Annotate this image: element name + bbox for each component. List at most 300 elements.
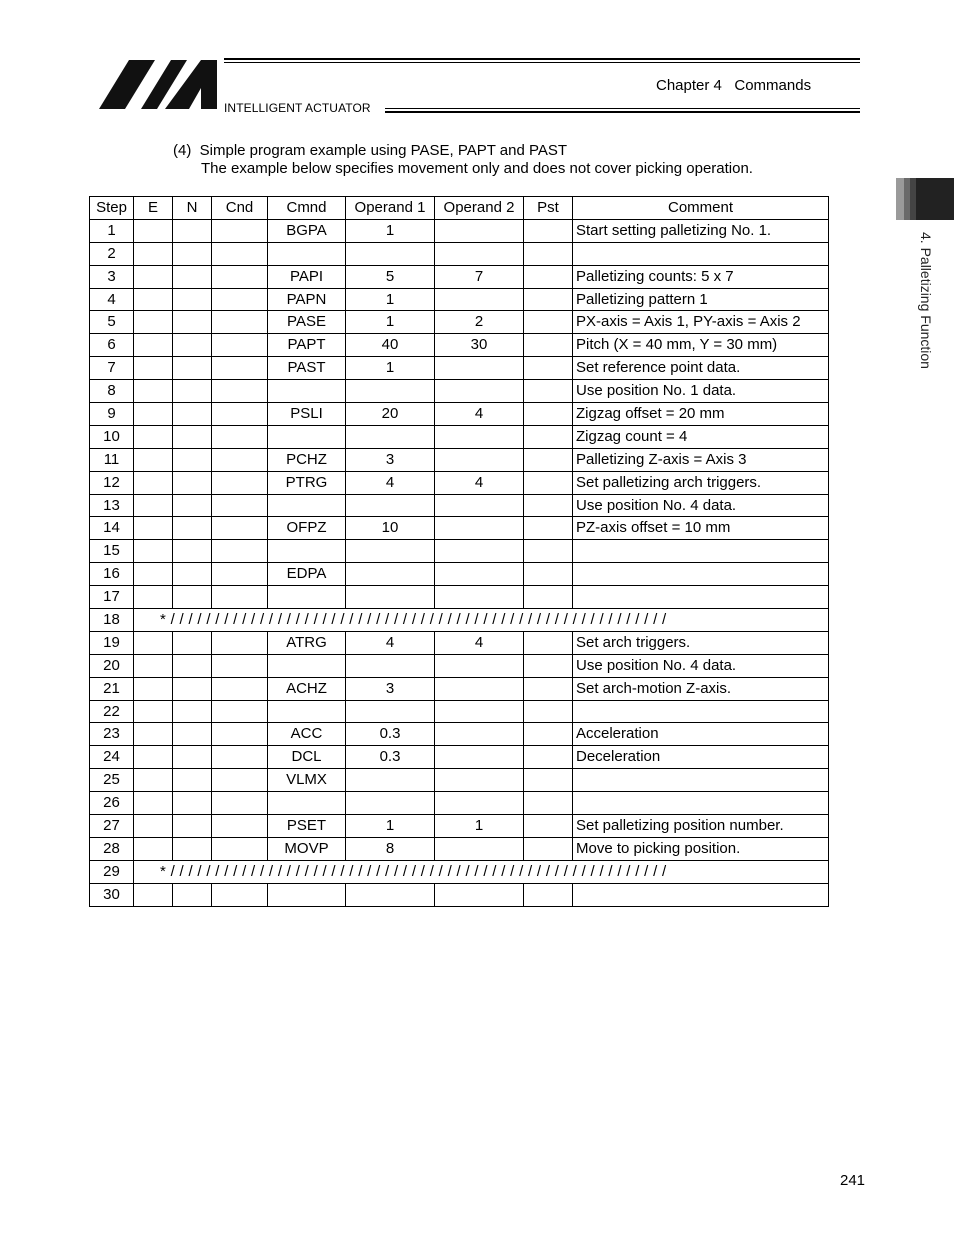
- cell-cmnd: PSLI: [268, 403, 346, 426]
- cell-operand2: [435, 425, 524, 448]
- cell-n: [173, 631, 212, 654]
- cell-cnd: [212, 883, 268, 906]
- cell-operand1: 4: [346, 631, 435, 654]
- cell-n: [173, 242, 212, 265]
- cell-step: 25: [90, 769, 134, 792]
- cell-operand2: 1: [435, 815, 524, 838]
- cell-comment: [573, 883, 829, 906]
- cell-step: 12: [90, 471, 134, 494]
- cell-cmnd: MOVP: [268, 837, 346, 860]
- cell-operand1: 1: [346, 815, 435, 838]
- cell-cmnd: PAPI: [268, 265, 346, 288]
- cell-operand2: [435, 837, 524, 860]
- cell-cnd: [212, 242, 268, 265]
- table-header-row: [90, 197, 829, 220]
- cell-operand2: [435, 654, 524, 677]
- cell-operand1: [346, 540, 435, 563]
- table-row: [90, 815, 829, 838]
- table-row: [90, 448, 829, 471]
- cell-pst: [524, 517, 573, 540]
- cell-e: [134, 815, 173, 838]
- cell-step: 6: [90, 334, 134, 357]
- cell-cnd: [212, 746, 268, 769]
- cell-e: [134, 631, 173, 654]
- cell-e: [134, 380, 173, 403]
- cell-comment: Move to picking position.: [573, 837, 829, 860]
- cell-cnd: [212, 471, 268, 494]
- cell-operand1: 40: [346, 334, 435, 357]
- header-rule: [385, 108, 860, 109]
- cell-step: 30: [90, 883, 134, 906]
- cell-step: 20: [90, 654, 134, 677]
- cell-cmnd: [268, 883, 346, 906]
- cell-operand1: 1: [346, 219, 435, 242]
- cell-operand2: [435, 586, 524, 609]
- cell-n: [173, 837, 212, 860]
- cell-n: [173, 677, 212, 700]
- cell-n: [173, 883, 212, 906]
- cell-operand1: [346, 700, 435, 723]
- cell-cmnd: ATRG: [268, 631, 346, 654]
- table-row: [90, 792, 829, 815]
- cell-e: [134, 265, 173, 288]
- program-table: [89, 196, 829, 907]
- cell-cmnd: VLMX: [268, 769, 346, 792]
- cell-comment: Set reference point data.: [573, 357, 829, 380]
- cell-step: 5: [90, 311, 134, 334]
- cell-n: [173, 403, 212, 426]
- cell-n: [173, 380, 212, 403]
- header-rule: [385, 111, 860, 113]
- cell-operand1: [346, 494, 435, 517]
- table-row: [90, 723, 829, 746]
- cell-step: 2: [90, 242, 134, 265]
- cell-cnd: [212, 677, 268, 700]
- cell-pst: [524, 837, 573, 860]
- cell-comment-line: * / / / / / / / / / / / / / / / / / / / / / / / / / / / / / / / / / / / / / / / / / / / / / / / / / / / / / / / /: [134, 609, 829, 632]
- cell-operand1: [346, 586, 435, 609]
- cell-cnd: [212, 792, 268, 815]
- cell-e: [134, 517, 173, 540]
- section-label: 4. Palletizing Function: [918, 232, 934, 369]
- cell-cmnd: OFPZ: [268, 517, 346, 540]
- cell-comment: [573, 563, 829, 586]
- cell-cmnd: [268, 380, 346, 403]
- cell-step: 21: [90, 677, 134, 700]
- table-row: [90, 288, 829, 311]
- cell-step: 11: [90, 448, 134, 471]
- cell-step: 18: [90, 609, 134, 632]
- cell-e: [134, 883, 173, 906]
- table-row: [90, 586, 829, 609]
- cell-cnd: [212, 517, 268, 540]
- cell-cnd: [212, 311, 268, 334]
- cell-step: 29: [90, 860, 134, 883]
- cell-operand1: [346, 883, 435, 906]
- cell-comment: Use position No. 4 data.: [573, 654, 829, 677]
- cell-pst: [524, 425, 573, 448]
- cell-pst: [524, 723, 573, 746]
- cell-e: [134, 540, 173, 563]
- cell-n: [173, 586, 212, 609]
- cell-e: [134, 586, 173, 609]
- cell-operand2: [435, 792, 524, 815]
- cell-operand2: [435, 242, 524, 265]
- cell-n: [173, 815, 212, 838]
- table-row: [90, 357, 829, 380]
- cell-n: [173, 471, 212, 494]
- cell-step: 27: [90, 815, 134, 838]
- cell-cmnd: [268, 792, 346, 815]
- cell-n: [173, 494, 212, 517]
- cell-step: 23: [90, 723, 134, 746]
- table-row: [90, 609, 829, 632]
- cell-cmnd: PTRG: [268, 471, 346, 494]
- cell-e: [134, 654, 173, 677]
- example-description: The example below specifies movement only and does not cover picking operation.: [201, 160, 753, 177]
- table-row: [90, 517, 829, 540]
- cell-e: [134, 425, 173, 448]
- cell-cmnd: [268, 586, 346, 609]
- cell-cmnd: [268, 700, 346, 723]
- cell-operand2: [435, 883, 524, 906]
- cell-n: [173, 654, 212, 677]
- cell-operand1: 4: [346, 471, 435, 494]
- cell-operand2: [435, 723, 524, 746]
- cell-cnd: [212, 723, 268, 746]
- cell-pst: [524, 563, 573, 586]
- cell-cnd: [212, 448, 268, 471]
- cell-operand2: [435, 746, 524, 769]
- cell-cmnd: PCHZ: [268, 448, 346, 471]
- cell-cnd: [212, 288, 268, 311]
- cell-cnd: [212, 837, 268, 860]
- header-operand1: Operand 1: [346, 197, 435, 220]
- cell-step: 8: [90, 380, 134, 403]
- cell-operand2: 2: [435, 311, 524, 334]
- cell-operand1: [346, 792, 435, 815]
- cell-cmnd: ACHZ: [268, 677, 346, 700]
- cell-pst: [524, 311, 573, 334]
- table-row: [90, 654, 829, 677]
- cell-e: [134, 723, 173, 746]
- page-number: 241: [840, 1172, 866, 1189]
- header-cnd: Cnd: [212, 197, 268, 220]
- cell-n: [173, 540, 212, 563]
- cell-step: 24: [90, 746, 134, 769]
- header-e: E: [134, 197, 173, 220]
- table-row: [90, 494, 829, 517]
- cell-operand2: [435, 677, 524, 700]
- cell-pst: [524, 403, 573, 426]
- cell-pst: [524, 357, 573, 380]
- table-row: [90, 677, 829, 700]
- cell-cnd: [212, 265, 268, 288]
- table-row: [90, 746, 829, 769]
- cell-cnd: [212, 563, 268, 586]
- cell-operand1: 5: [346, 265, 435, 288]
- cell-e: [134, 448, 173, 471]
- cell-n: [173, 288, 212, 311]
- cell-pst: [524, 380, 573, 403]
- cell-pst: [524, 746, 573, 769]
- cell-operand2: [435, 563, 524, 586]
- cell-step: 15: [90, 540, 134, 563]
- cell-e: [134, 288, 173, 311]
- cell-n: [173, 265, 212, 288]
- cell-pst: [524, 631, 573, 654]
- cell-e: [134, 471, 173, 494]
- table-row: [90, 837, 829, 860]
- cell-pst: [524, 219, 573, 242]
- cell-n: [173, 700, 212, 723]
- cell-e: [134, 219, 173, 242]
- cell-cnd: [212, 334, 268, 357]
- cell-cnd: [212, 219, 268, 242]
- cell-cmnd: ACC: [268, 723, 346, 746]
- cell-operand2: 4: [435, 631, 524, 654]
- cell-comment: Zigzag offset = 20 mm: [573, 403, 829, 426]
- cell-comment: [573, 769, 829, 792]
- cell-operand2: 7: [435, 265, 524, 288]
- cell-n: [173, 334, 212, 357]
- table-row: [90, 883, 829, 906]
- cell-operand2: [435, 288, 524, 311]
- table-row: [90, 769, 829, 792]
- cell-step: 9: [90, 403, 134, 426]
- cell-step: 10: [90, 425, 134, 448]
- cell-pst: [524, 334, 573, 357]
- cell-operand1: [346, 380, 435, 403]
- cell-operand1: 8: [346, 837, 435, 860]
- cell-step: 22: [90, 700, 134, 723]
- table-row: [90, 380, 829, 403]
- cell-cmnd: [268, 654, 346, 677]
- cell-pst: [524, 654, 573, 677]
- cell-n: [173, 425, 212, 448]
- cell-operand1: 1: [346, 311, 435, 334]
- cell-cnd: [212, 403, 268, 426]
- cell-e: [134, 242, 173, 265]
- cell-operand2: 30: [435, 334, 524, 357]
- cell-operand2: [435, 700, 524, 723]
- cell-pst: [524, 815, 573, 838]
- header-operand2: Operand 2: [435, 197, 524, 220]
- cell-n: [173, 746, 212, 769]
- cell-pst: [524, 677, 573, 700]
- cell-e: [134, 494, 173, 517]
- cell-cnd: [212, 769, 268, 792]
- cell-step: 26: [90, 792, 134, 815]
- cell-cnd: [212, 586, 268, 609]
- chapter-title: Chapter 4 Commands: [656, 77, 812, 94]
- iai-logo: [97, 58, 221, 112]
- table-row: [90, 471, 829, 494]
- cell-step: 28: [90, 837, 134, 860]
- cell-e: [134, 700, 173, 723]
- cell-cmnd: PASE: [268, 311, 346, 334]
- cell-pst: [524, 242, 573, 265]
- cell-comment-line: * / / / / / / / / / / / / / / / / / / / / / / / / / / / / / / / / / / / / / / / / / / / / / / / / / / / / / / / /: [134, 860, 829, 883]
- cell-pst: [524, 471, 573, 494]
- cell-operand1: [346, 654, 435, 677]
- cell-e: [134, 746, 173, 769]
- cell-operand1: 1: [346, 288, 435, 311]
- cell-comment: Set palletizing arch triggers.: [573, 471, 829, 494]
- cell-comment: PX-axis = Axis 1, PY-axis = Axis 2: [573, 311, 829, 334]
- cell-comment: Zigzag count = 4: [573, 425, 829, 448]
- cell-n: [173, 517, 212, 540]
- header-cmnd: Cmnd: [268, 197, 346, 220]
- cell-step: 13: [90, 494, 134, 517]
- cell-comment: Palletizing counts: 5 x 7: [573, 265, 829, 288]
- cell-cnd: [212, 494, 268, 517]
- cell-comment: Pitch (X = 40 mm, Y = 30 mm): [573, 334, 829, 357]
- example-heading: (4) Simple program example using PASE, PAPT and PAST: [173, 142, 568, 159]
- cell-comment: [573, 586, 829, 609]
- cell-operand2: [435, 357, 524, 380]
- cell-pst: [524, 265, 573, 288]
- cell-operand1: 0.3: [346, 746, 435, 769]
- cell-cmnd: [268, 425, 346, 448]
- cell-operand2: 4: [435, 471, 524, 494]
- cell-step: 16: [90, 563, 134, 586]
- cell-operand1: [346, 563, 435, 586]
- cell-comment: [573, 242, 829, 265]
- header-step: Step: [90, 197, 134, 220]
- header-pst: Pst: [524, 197, 573, 220]
- cell-operand2: [435, 494, 524, 517]
- table-row: [90, 700, 829, 723]
- cell-pst: [524, 792, 573, 815]
- table-row: [90, 265, 829, 288]
- cell-step: 19: [90, 631, 134, 654]
- cell-pst: [524, 769, 573, 792]
- cell-comment: Set arch triggers.: [573, 631, 829, 654]
- cell-operand2: [435, 448, 524, 471]
- cell-comment: Set arch-motion Z-axis.: [573, 677, 829, 700]
- cell-operand1: [346, 769, 435, 792]
- cell-e: [134, 677, 173, 700]
- cell-step: 4: [90, 288, 134, 311]
- cell-cmnd: [268, 494, 346, 517]
- cell-e: [134, 403, 173, 426]
- cell-cnd: [212, 700, 268, 723]
- cell-cmnd: BGPA: [268, 219, 346, 242]
- cell-operand2: [435, 219, 524, 242]
- table-row: [90, 311, 829, 334]
- cell-cnd: [212, 425, 268, 448]
- cell-comment: Use position No. 1 data.: [573, 380, 829, 403]
- table-row: [90, 242, 829, 265]
- cell-cnd: [212, 815, 268, 838]
- cell-n: [173, 723, 212, 746]
- cell-cmnd: PAPN: [268, 288, 346, 311]
- cell-cnd: [212, 631, 268, 654]
- table-row: [90, 425, 829, 448]
- cell-n: [173, 219, 212, 242]
- cell-pst: [524, 586, 573, 609]
- cell-operand1: 20: [346, 403, 435, 426]
- cell-cmnd: PAPT: [268, 334, 346, 357]
- cell-step: 7: [90, 357, 134, 380]
- cell-cmnd: [268, 242, 346, 265]
- cell-cmnd: DCL: [268, 746, 346, 769]
- cell-n: [173, 769, 212, 792]
- cell-e: [134, 563, 173, 586]
- cell-operand2: [435, 540, 524, 563]
- cell-pst: [524, 540, 573, 563]
- cell-pst: [524, 494, 573, 517]
- cell-cnd: [212, 380, 268, 403]
- cell-step: 3: [90, 265, 134, 288]
- cell-cnd: [212, 654, 268, 677]
- cell-operand1: 0.3: [346, 723, 435, 746]
- section-tab: [896, 178, 954, 220]
- brand-text: INTELLIGENT ACTUATOR: [224, 101, 371, 115]
- cell-operand1: 3: [346, 677, 435, 700]
- cell-e: [134, 311, 173, 334]
- cell-pst: [524, 448, 573, 471]
- cell-pst: [524, 883, 573, 906]
- cell-n: [173, 448, 212, 471]
- cell-operand2: [435, 769, 524, 792]
- cell-comment: Set palletizing position number.: [573, 815, 829, 838]
- cell-step: 17: [90, 586, 134, 609]
- cell-comment: Palletizing pattern 1: [573, 288, 829, 311]
- header-comment: Comment: [573, 197, 829, 220]
- cell-comment: Use position No. 4 data.: [573, 494, 829, 517]
- cell-n: [173, 792, 212, 815]
- cell-operand1: 3: [346, 448, 435, 471]
- table-row: [90, 540, 829, 563]
- header-rule: [224, 58, 860, 60]
- cell-cmnd: PAST: [268, 357, 346, 380]
- table-row: [90, 334, 829, 357]
- cell-comment: Acceleration: [573, 723, 829, 746]
- cell-comment: Start setting palletizing No. 1.: [573, 219, 829, 242]
- cell-cnd: [212, 357, 268, 380]
- cell-pst: [524, 700, 573, 723]
- header-rule: [224, 62, 860, 63]
- table-row: [90, 631, 829, 654]
- table-row: [90, 403, 829, 426]
- cell-n: [173, 357, 212, 380]
- cell-operand2: [435, 517, 524, 540]
- cell-step: 1: [90, 219, 134, 242]
- cell-e: [134, 769, 173, 792]
- cell-cmnd: [268, 540, 346, 563]
- cell-cmnd: EDPA: [268, 563, 346, 586]
- cell-comment: Deceleration: [573, 746, 829, 769]
- cell-e: [134, 334, 173, 357]
- cell-operand1: [346, 242, 435, 265]
- cell-comment: [573, 700, 829, 723]
- cell-operand1: [346, 425, 435, 448]
- table-row: [90, 219, 829, 242]
- table-row: [90, 563, 829, 586]
- cell-cnd: [212, 540, 268, 563]
- cell-cmnd: PSET: [268, 815, 346, 838]
- cell-n: [173, 311, 212, 334]
- cell-comment: Palletizing Z-axis = Axis 3: [573, 448, 829, 471]
- cell-operand2: [435, 380, 524, 403]
- cell-operand1: 1: [346, 357, 435, 380]
- cell-comment: [573, 540, 829, 563]
- header-n: N: [173, 197, 212, 220]
- cell-n: [173, 563, 212, 586]
- cell-e: [134, 837, 173, 860]
